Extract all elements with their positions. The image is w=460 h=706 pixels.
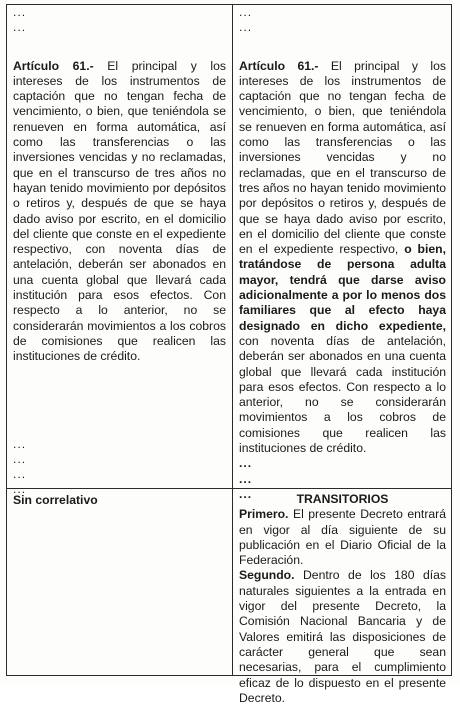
ellipsis: ...	[13, 451, 27, 466]
spacer	[239, 36, 446, 59]
article-heading: Artículo 61.-	[239, 58, 319, 73]
article-body: El principal y los intereses de los instrumentos de captación que no tengan fecha de vencimiento, o bien, que teniéndola se renueven en forma automática, así como las transferencias o las inversiones vencidas y no reclamadas, que en el transcurso de tres años no hayan tenido movimiento por depósitos o retiros y, después de que se haya dado aviso por escrito, en el domicilio del cliente que conste en el expediente respectivo, con noventa días de antelación, deberán ser abonados en una cuenta global que llevará cada institución para esos efectos. Con respecto a lo anterior, no se considerarán movimientos a los cobros de comisiones que realicen las instituciones de crédito.	[13, 58, 226, 364]
transitorios-cell	[233, 486, 451, 706]
ellipsis: ...	[13, 20, 27, 35]
primero-text: El presente Decreto entrará en vigor al día siguiente de su publicación en el Diario Oficial de la Federación.	[239, 507, 446, 568]
ellipsis: ...	[239, 20, 253, 35]
segundo-text: Dentro de los 180 días naturales siguientes a la entrada en vigor del presente Decreto, la Comisión Nacional Bancaria y de Valores emitirá las disposiciones de carácter general que sean necesarias, para el cumplimiento eficaz de lo dispuesto en el presente Decreto.	[239, 568, 446, 705]
transitorio-segundo	[239, 568, 446, 706]
ellipsis: ...	[13, 5, 27, 19]
ellipsis: ...	[239, 5, 253, 19]
article-body-after: con noventa días de antelación, deberán ser abonados en una cuenta global que llevará cada institución para esos efectos. Con respecto a lo anterior, no se considerarán movimientos a los cobros de comisiones que realicen las instituciones de crédito.	[239, 333, 446, 456]
ellipsis: ...	[13, 436, 27, 451]
article-61-proposed	[239, 59, 446, 457]
ellipsis: ...	[239, 486, 253, 501]
transitorios-title: TRANSITORIOS	[296, 492, 389, 506]
no-correlative-cell	[7, 489, 232, 512]
ellipsis: ...	[13, 467, 27, 482]
primero-label: Primero.	[239, 507, 289, 522]
article-heading: Artículo 61.-	[13, 58, 94, 73]
ellipsis: ...	[13, 482, 27, 497]
transitorio-primero	[239, 507, 446, 568]
no-correlative-label: Sin correlativo	[13, 493, 98, 507]
segundo-label: Segundo.	[239, 568, 295, 583]
ellipsis: ...	[239, 456, 253, 471]
comparison-table	[6, 4, 452, 705]
current-text-cell	[7, 5, 232, 497]
spacer	[13, 36, 226, 59]
article-61-current	[13, 59, 226, 365]
spacer	[13, 365, 226, 437]
ellipsis: ...	[239, 471, 253, 486]
article-body-added: o bien, tratándose de persona adulta mayor, tendrá que darse aviso adicionalmente a por lo menos dos familiares que al efecto haya designado en dicho expediente,	[239, 242, 446, 333]
article-body-before: El principal y los intereses de los instrumentos de captación que no tengan fecha de vencimiento, o bien, que teniéndola se renueven en forma automática, así como las transferencias o las inversiones vencidas y no reclamadas, que en el transcurso de tres años no hayan tenido movimiento por depósitos o retiros y, después de que se haya dado aviso por escrito, en el domicilio del cliente que conste en el expediente respectivo,	[239, 58, 446, 257]
